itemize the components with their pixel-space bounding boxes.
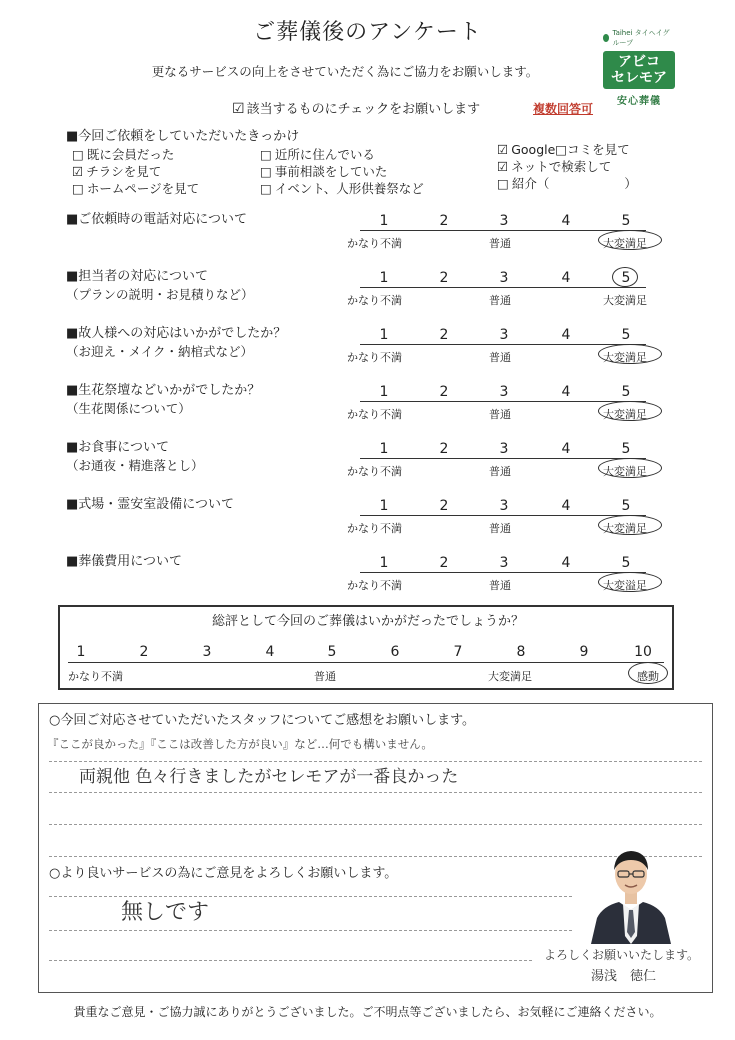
trigger-option[interactable] <box>260 183 424 196</box>
trigger-option[interactable] <box>72 183 199 196</box>
scale-label-high: 大変満足 <box>603 237 647 250</box>
company-logo <box>603 28 675 107</box>
scale-label-low: かなり不満 <box>347 465 402 478</box>
overall-label-low: かなり不満 <box>68 670 123 683</box>
service-comment-answer[interactable]: 無しです <box>121 900 210 925</box>
overall-label-high: 大変満足 <box>488 670 532 683</box>
scale-number[interactable]: 4 <box>561 498 571 514</box>
selected-mark <box>598 572 662 592</box>
scale-number[interactable]: 3 <box>499 384 509 400</box>
writing-line <box>49 792 702 793</box>
selected-mark <box>598 515 662 535</box>
brand-tagline: 安心葬儀 <box>617 96 661 108</box>
overall-number[interactable]: 10 <box>634 644 652 660</box>
writing-line <box>49 761 702 762</box>
check-instruction-text: 該当するものにチェックをお願いします <box>246 102 481 117</box>
scale-label-high: 大変満足 <box>603 408 647 421</box>
question-subheading: （お迎え・メイク・納棺式など） <box>66 344 254 359</box>
overall-label-mid: 普通 <box>314 670 336 683</box>
scale-label-mid: 普通 <box>489 294 511 307</box>
scale-line <box>360 287 646 288</box>
scale-number[interactable]: 5 <box>621 441 631 457</box>
option-label: 紹介（ ） <box>511 176 637 191</box>
group-logo <box>603 28 675 48</box>
question-heading: ■式場・霊安室設備について <box>66 497 235 512</box>
scale-number[interactable]: 2 <box>439 270 449 286</box>
scale-label-low: かなり不満 <box>347 294 402 307</box>
scale-number[interactable]: 5 <box>621 384 631 400</box>
scale-number[interactable]: 4 <box>561 555 571 571</box>
scale-number[interactable]: 5 <box>621 270 631 286</box>
staff-comment-heading: ○今回ご対応させていただいたスタッフについてご感想をお願いします。 <box>49 713 476 728</box>
trigger-option[interactable] <box>260 149 375 162</box>
scale-number[interactable]: 4 <box>561 441 571 457</box>
trigger-heading: ■今回ご依頼をしていただいたきっかけ <box>66 129 300 144</box>
scale-number[interactable]: 2 <box>439 555 449 571</box>
checkbox-icon[interactable]: □ <box>260 164 272 179</box>
question-heading: ■お食事について <box>66 440 170 455</box>
question-heading: ■担当者の対応について <box>66 269 209 284</box>
checkbox-icon[interactable]: ☑ <box>497 159 509 174</box>
scale-number[interactable]: 3 <box>499 555 509 571</box>
selected-mark <box>612 267 638 287</box>
scale-number[interactable]: 3 <box>499 327 509 343</box>
brand-line2: セレモア <box>611 70 667 87</box>
trigger-option[interactable] <box>72 149 174 162</box>
brand-box <box>603 51 675 89</box>
scale-label-low: かなり不満 <box>347 351 402 364</box>
scale-label-mid: 普通 <box>489 351 511 364</box>
multiple-answers-note: 複数回答可 <box>533 102 594 116</box>
scale-number[interactable]: 2 <box>439 441 449 457</box>
question-heading: ■生花祭壇などいかがでしたか？ <box>66 383 261 398</box>
staff-comment-hint: 『ここが良かった』『ここは改善した方が良い』など…何でも構いません。 <box>47 737 433 751</box>
scale-number[interactable]: 5 <box>621 327 631 343</box>
overall-selected-mark <box>628 662 668 684</box>
option-label: イベント、人形供養祭など <box>274 181 424 196</box>
writing-line <box>49 824 702 825</box>
question-subheading: （生花関係について） <box>66 401 191 416</box>
question-heading: ■ご依頼時の電話対応について <box>66 212 248 227</box>
overall-number[interactable]: 5 <box>327 644 337 660</box>
option-label: チラシを見て <box>86 164 162 179</box>
checkbox-icon[interactable]: ☑ <box>72 164 84 179</box>
staff-photo <box>583 836 679 944</box>
selected-mark <box>598 401 662 421</box>
scale-number[interactable]: 1 <box>379 384 389 400</box>
page-subtitle: 更なるサービスの向上をさせていただく為にご協力をお願いします。 <box>151 64 539 79</box>
overall-number[interactable]: 2 <box>139 644 149 660</box>
scale-number[interactable]: 3 <box>499 213 509 229</box>
check-instruction <box>232 102 480 116</box>
checkbox-icon[interactable]: ☑ <box>497 142 509 157</box>
scale-number[interactable]: 2 <box>439 213 449 229</box>
trigger-option[interactable] <box>72 166 161 179</box>
scale-label-high: 大変溢足 <box>603 579 647 592</box>
group-name: Taihei タイヘイグループ <box>612 29 670 47</box>
scale-number[interactable]: 1 <box>379 555 389 571</box>
scale-label-low: かなり不満 <box>347 522 402 535</box>
overall-rating-box <box>58 605 674 690</box>
scale-line <box>360 458 646 459</box>
question-heading: ■故人様への対応はいかがでしたか？ <box>66 326 287 341</box>
scale-label-mid: 普通 <box>489 408 511 421</box>
scale-number[interactable]: 5 <box>621 498 631 514</box>
scale-line <box>360 572 646 573</box>
overall-scale-line <box>68 662 664 663</box>
selected-mark <box>598 344 662 364</box>
checkbox-icon[interactable]: □ <box>260 181 272 196</box>
question-subheading: （お通夜・精進落とし） <box>66 458 204 473</box>
scale-number[interactable]: 3 <box>499 441 509 457</box>
overall-number[interactable]: 3 <box>202 644 212 660</box>
scale-label-mid: 普通 <box>489 465 511 478</box>
service-comment-heading: ○より良いサービスの為にご意見をよろしくお願いします。 <box>49 866 398 881</box>
writing-line <box>49 960 532 961</box>
overall-number[interactable]: 1 <box>76 644 86 660</box>
scale-label-high: 大変満足 <box>603 294 647 307</box>
overall-label-top: 感動 <box>637 670 659 683</box>
scale-line <box>360 344 646 345</box>
selected-mark <box>598 230 662 250</box>
scale-number[interactable]: 1 <box>379 327 389 343</box>
scale-label-high: 大変満足 <box>603 351 647 364</box>
question-heading: ■葬儀費用について <box>66 554 183 569</box>
scale-label-low: かなり不満 <box>347 579 402 592</box>
scale-number[interactable]: 1 <box>379 270 389 286</box>
scale-line <box>360 515 646 516</box>
option-label: Google□コミを見て <box>511 142 630 157</box>
checkbox-icon[interactable]: □ <box>260 147 272 162</box>
footer-message: 貴重なご意見・ご協力誠にありがとうございました。ご不明点等ございましたら、お気軽にご連絡ください。 <box>73 1005 662 1019</box>
scale-number[interactable]: 4 <box>561 213 571 229</box>
scale-number[interactable]: 5 <box>621 555 631 571</box>
scale-number[interactable]: 4 <box>561 327 571 343</box>
staff-name: 湯浅 徳仁 <box>591 969 657 984</box>
scale-number[interactable]: 1 <box>379 213 389 229</box>
scale-number[interactable]: 3 <box>499 498 509 514</box>
scale-label-low: かなり不満 <box>347 408 402 421</box>
question-subheading: （プランの説明・お見積りなど） <box>66 287 254 302</box>
scale-number[interactable]: 2 <box>439 498 449 514</box>
scale-number[interactable]: 2 <box>439 384 449 400</box>
scale-number[interactable]: 2 <box>439 327 449 343</box>
option-label: 近所に住んでいる <box>274 147 375 162</box>
scale-number[interactable]: 5 <box>621 213 631 229</box>
trigger-option[interactable] <box>497 144 630 157</box>
scale-number[interactable]: 4 <box>561 270 571 286</box>
trigger-option[interactable] <box>260 166 387 179</box>
scale-number[interactable]: 1 <box>379 441 389 457</box>
trigger-option[interactable] <box>497 178 637 191</box>
scale-number[interactable]: 4 <box>561 384 571 400</box>
selected-mark <box>598 458 662 478</box>
overall-question: 総評として今回のご葬儀はいかがだったでしょうか？ <box>211 614 524 629</box>
overall-number[interactable]: 7 <box>453 644 463 660</box>
scale-label-high: 大変満足 <box>603 522 647 535</box>
checkbox-icon[interactable]: □ <box>72 147 84 162</box>
overall-number[interactable]: 9 <box>579 644 589 660</box>
brand-line1: アビコ <box>618 54 660 70</box>
trigger-option[interactable] <box>497 161 611 174</box>
writing-line <box>49 930 572 931</box>
scale-line <box>360 401 646 402</box>
page-title: ご葬儀後のアンケート <box>253 20 482 45</box>
option-label: ネットで検索して <box>511 159 612 174</box>
scale-number[interactable]: 1 <box>379 498 389 514</box>
scale-label-mid: 普通 <box>489 237 511 250</box>
overall-number[interactable]: 8 <box>516 644 526 660</box>
scale-line <box>360 230 646 231</box>
checkbox-icon[interactable]: □ <box>497 176 509 191</box>
overall-number[interactable]: 4 <box>265 644 275 660</box>
scale-number[interactable]: 3 <box>499 270 509 286</box>
scale-label-mid: 普通 <box>489 579 511 592</box>
group-mark-icon <box>603 34 609 42</box>
overall-number[interactable]: 6 <box>390 644 400 660</box>
staff-message: よろしくお願いいたします。 <box>544 948 700 962</box>
checkbox-icon[interactable]: □ <box>72 181 84 196</box>
option-label: 既に会員だった <box>86 147 175 162</box>
option-label: ホームページを見て <box>86 181 200 196</box>
option-label: 事前相談をしていた <box>274 164 388 179</box>
scale-label-low: かなり不満 <box>347 237 402 250</box>
writing-line <box>49 896 572 897</box>
scale-label-high: 大変満足 <box>603 465 647 478</box>
scale-label-mid: 普通 <box>489 522 511 535</box>
check-icon: ☑ <box>232 101 245 117</box>
staff-comment-answer[interactable]: 両親他 色々行きましたがセレモアが一番良かった <box>79 767 459 787</box>
